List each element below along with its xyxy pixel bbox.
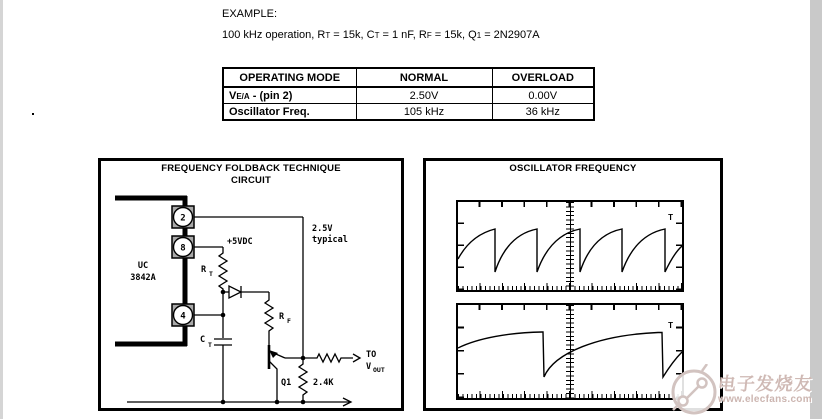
rt-label: R [201, 265, 207, 275]
junction-dots [221, 290, 306, 405]
vref-label-line2: typical [312, 235, 348, 245]
circuit-schematic [101, 161, 401, 408]
scope-trace-overload [456, 303, 684, 400]
trigger-marker: T [668, 321, 673, 330]
cell-osc-normal: 105 kHz [356, 104, 492, 121]
pin-2-label: 2 [180, 213, 186, 224]
page-artifact-dot [32, 113, 34, 115]
cell-vea-overload: 0.00V [492, 87, 594, 104]
oscillator-frequency-figure [423, 158, 723, 411]
rf-sub-label: F [287, 317, 291, 325]
cell-vea-normal: 2.50V [356, 87, 492, 104]
row-label-vea: VE/A - (pin 2) [223, 87, 356, 104]
table-header-row [223, 68, 594, 87]
out-label-to: TO [366, 350, 377, 360]
diode-icon [229, 286, 241, 298]
operating-mode-table [222, 67, 595, 121]
ct-label: C [200, 335, 206, 345]
ct-sub-label: T [208, 341, 212, 349]
ic-name-line1: UC [137, 261, 149, 271]
pin-4-label: 4 [180, 311, 186, 322]
out-label-v: V [366, 362, 372, 372]
col-header-normal: NORMAL [356, 68, 492, 87]
q1-label: Q1 [281, 378, 292, 388]
cell-osc-overload: 36 kHz [492, 104, 594, 121]
sawtooth-waveform-fast [458, 202, 682, 290]
pin-8-label: 8 [180, 243, 186, 254]
col-header-operating-mode: OPERATING MODE [223, 68, 356, 87]
sawtooth-waveform-slow [458, 305, 682, 398]
example-heading: EXAMPLE: [222, 8, 278, 20]
vref-label-line1: 2.5V [312, 224, 333, 234]
circuit-figure-title: FREQUENCY FOLDBACK TECHNIQUE CIRCUIT [161, 163, 341, 186]
col-header-overload: OVERLOAD [492, 68, 594, 87]
out-label-vout-sub: OUT [373, 366, 385, 374]
watermark-url-text: www.elecfans.com [718, 394, 812, 405]
page-edge-right [810, 0, 822, 419]
rf-label: R [279, 312, 285, 322]
frequency-foldback-figure [98, 158, 404, 411]
table-row [223, 104, 594, 121]
page-edge-left [0, 0, 3, 419]
scope-figure-title: OSCILLATOR FREQUENCY [509, 163, 637, 174]
transistor-emitter-arrow [269, 350, 278, 358]
resistor-24k-label: 2.4K [313, 378, 334, 388]
table-row [223, 87, 594, 104]
rt-sub-label: T [209, 270, 213, 278]
supply-label: +5VDC [227, 237, 253, 247]
watermark-brand-text: 电子发烧友 [716, 374, 814, 394]
scope-trace-normal [456, 200, 684, 292]
ic-name-line2: 3842A [130, 273, 156, 283]
row-label-osc-freq: Oscillator Freq. [223, 104, 356, 121]
trigger-marker: T [668, 213, 673, 222]
example-conditions-text: 100 kHz operation, RT = 15k, CT = 1 nF, RF = 15k, Q1 = 2N2907A [222, 29, 540, 41]
